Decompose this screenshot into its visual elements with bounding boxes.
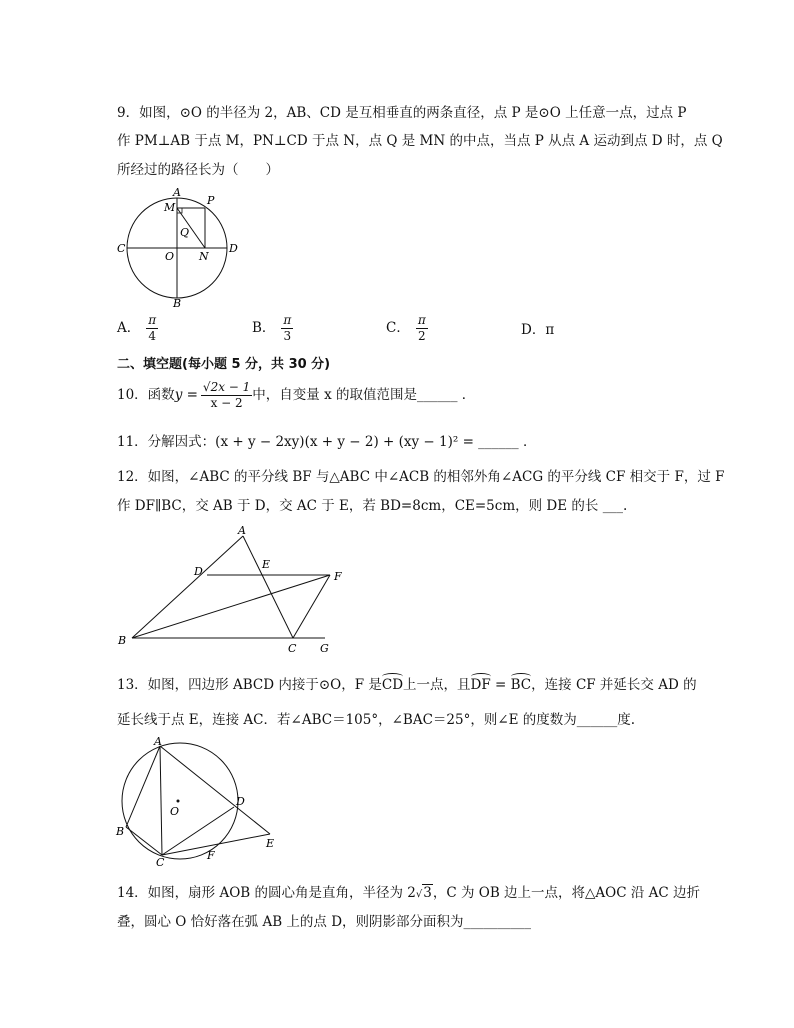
q12-label-C: C (288, 642, 297, 655)
q13-label-O: O (170, 805, 180, 818)
q9-option-b: B． $\frac{\pi}{3}$ (252, 313, 292, 343)
q12-label-G: G (320, 642, 329, 655)
q12-label-D: D (194, 565, 203, 578)
q14-line2: 叠，圆心 O 恰好落在弧 AB 上的点 D，则阴影部分面积为__________ (117, 914, 532, 930)
q9-label-B: B (173, 297, 182, 308)
q12-label-A: A (238, 524, 246, 537)
q9-option-a: A． $\frac{\pi}{4}$ (117, 313, 157, 343)
q14-line1: 14．如图，扇形 AOB 的圆心角是直角，半径为 2√3，C 为 OB 边上一点，将△AOC 沿 AC 边折 (117, 885, 701, 901)
q13-label-A: A (154, 735, 162, 748)
q9-label-Q: Q (180, 226, 190, 239)
q12-label-B: B (118, 634, 127, 647)
q12-line2: 作 DF∥BC，交 AB 于 D，交 AC 于 E，若 BD=8cm，CE=5cm，则 DE 的长 ___. (117, 498, 628, 514)
arc-cd: CD (381, 677, 404, 693)
q9-label-P: P (207, 194, 215, 207)
q9-label-A: A (173, 186, 181, 199)
q9-option-d: D．π (521, 322, 555, 338)
q13-label-C: C (156, 856, 165, 867)
q9-label-C: C (117, 242, 126, 255)
q13-label-D: D (236, 795, 245, 808)
q13-line1: 13．如图，四边形 ABCD 内接于⊙O，F 是CD上一点，且DF = BC，连接 CF 并延长交 AD 的 (117, 677, 697, 693)
q12-line1: 12．如图，∠ABC 的平分线 BF 与△ABC 中∠ACB 的相邻外角∠ACG 的平分线 CF 相交于 F，过 F (117, 469, 725, 485)
q11-line: 11．分解因式：(x + y − 2xy)(x + y − 2) + (xy − 1)² = ______ ． (117, 434, 537, 450)
q13-label-B: B (116, 825, 125, 838)
q14-sqrt: 3 (423, 885, 432, 901)
q13-figure (112, 733, 282, 867)
q13-line2: 延长线于点 E，连接 AC．若∠ABC＝105°，∠BAC＝25°，则∠E 的度数为______度. (117, 712, 636, 728)
section-heading: 二、填空题(每小题 5 分，共 30 分) (117, 357, 331, 372)
q9-label-N: N (199, 250, 209, 263)
arc-df: DF (470, 677, 491, 693)
q12-label-F: F (334, 570, 342, 583)
q9-line1: 9．如图，⊙O 的半径为 2，AB、CD 是互相垂直的两条直径，点 P 是⊙O 上任意一点，过点 P (117, 105, 687, 121)
q13-label-F: F (207, 849, 215, 862)
q9-line2: 作 PM⊥AB 于点 M，PN⊥CD 于点 N，点 Q 是 MN 的中点，当点 P 从点 A 运动到点 D 时，点 Q (117, 133, 723, 149)
q10-line: 10．函数y = $\frac{√2x - 1}{x - 2}$ 中，自变量 x 的取值范围是______ ． (117, 380, 476, 410)
q9-label-D: D (229, 242, 238, 255)
q12-label-E: E (262, 558, 271, 571)
q9-label-O: O (165, 250, 175, 263)
arc-bc: BC (510, 677, 532, 693)
q13-label-E: E (266, 837, 275, 850)
q9-figure (115, 186, 245, 308)
q9-option-c: C． $\frac{\pi}{2}$ (386, 313, 426, 343)
q9-label-M: M (164, 201, 176, 214)
q9-line3: 所经过的路径长为（ ） (117, 162, 279, 178)
q12-figure (112, 522, 352, 658)
